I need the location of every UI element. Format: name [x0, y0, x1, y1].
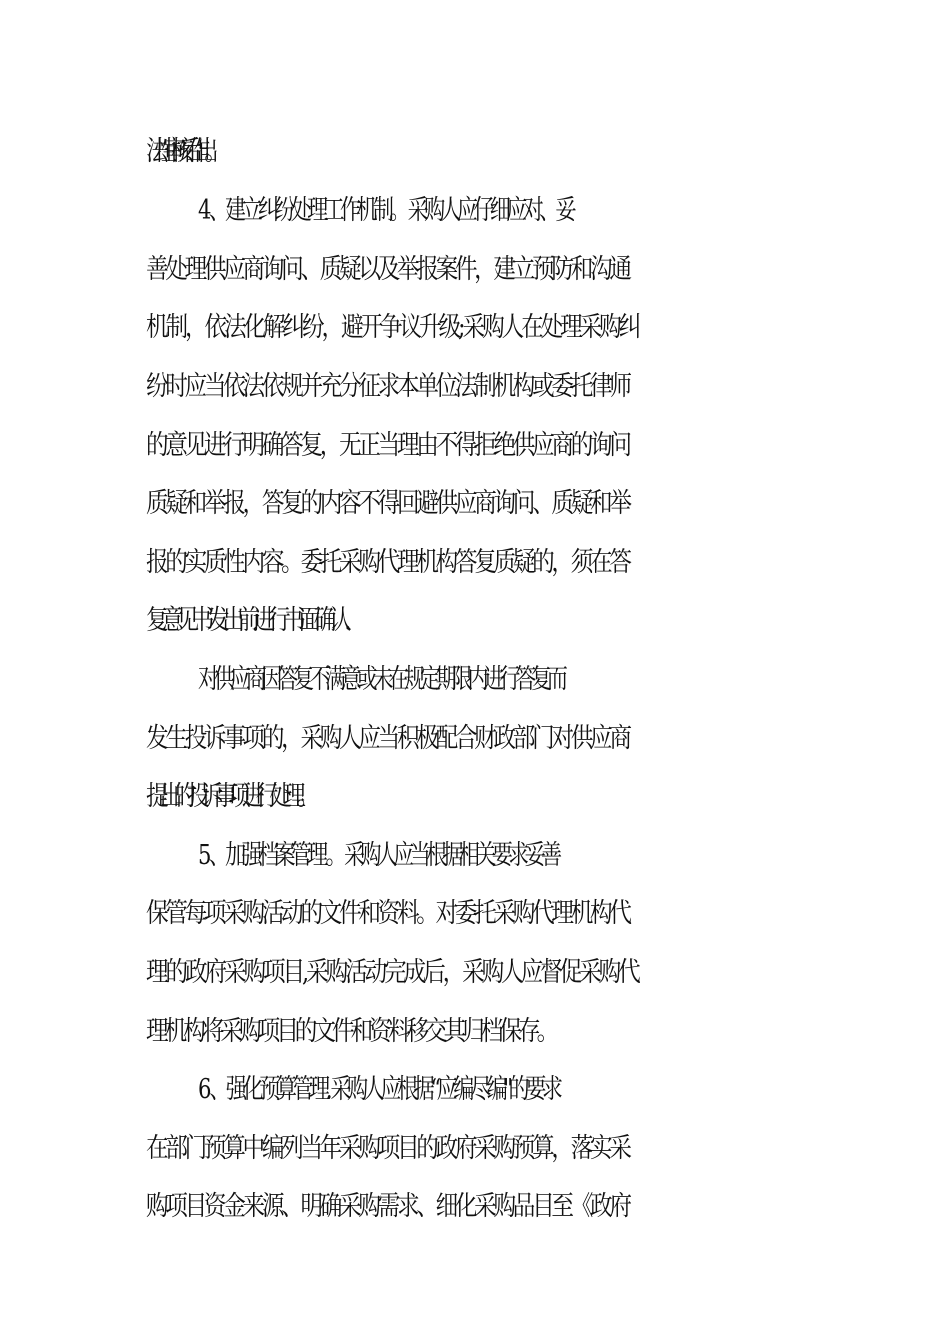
- text-line: 4 、建立纠纷处理工作机制。 采购人应仔细应对、妥: [198, 195, 572, 226]
- text-line: 5 、加强档案管理 。 采购人应当根据相关要求妥善: [198, 840, 558, 871]
- text-line: 理机构将采购项目的文件和资料移交其归档保存。: [146, 1016, 556, 1047]
- text-line: 在部门预算中编列当年采购项目的政府采购预算，落实采: [146, 1133, 629, 1164]
- text-line: 法性审核后作出。: [146, 136, 213, 167]
- text-line: 复意见书发出前进行书面确认.: [146, 605, 345, 636]
- text-line: 6 、强化预算管理. 采购人应根据“应编尽编"的要求: [198, 1074, 559, 1105]
- text-line: 质疑和举报，答复的内容不得回避供应商询问、质疑和举: [146, 488, 629, 519]
- text-line: 纷时应当依法依规并充分征求本单位法制机构或委托律师: [146, 371, 629, 402]
- text-line: 报的实质性内容。委托采购代理机构答复质疑的，须在答: [146, 547, 629, 578]
- text-line: 的意见进行明确答复，无正当理由不得拒绝供应商的询问: [146, 430, 629, 461]
- text-line: 提出的投诉事项进行处理。: [146, 781, 311, 812]
- text-line: 购项目资金来源、明确采购需求、细化采购品目至《政府: [146, 1191, 629, 1222]
- text-line: 保管每项采购活动的文件和资料。对委托采购代理机构代: [146, 898, 629, 929]
- text-line: 善处理供应商询问、质疑以及举报案件，建立预防和沟通: [146, 254, 629, 285]
- text-line: 机制，依法化解纠纷，避开争议升级;采购人在处理采购纠: [146, 312, 639, 343]
- text-line: 发生投诉事项的，采购人应当积极配合财政部门对供应商: [146, 723, 629, 754]
- text-line: 理的政府采购项目,采购活动完成后，采购人应督促采购代: [146, 957, 638, 988]
- text-line: 对供应商因答复不满意或未在规定期限内进行答复而: [198, 664, 563, 695]
